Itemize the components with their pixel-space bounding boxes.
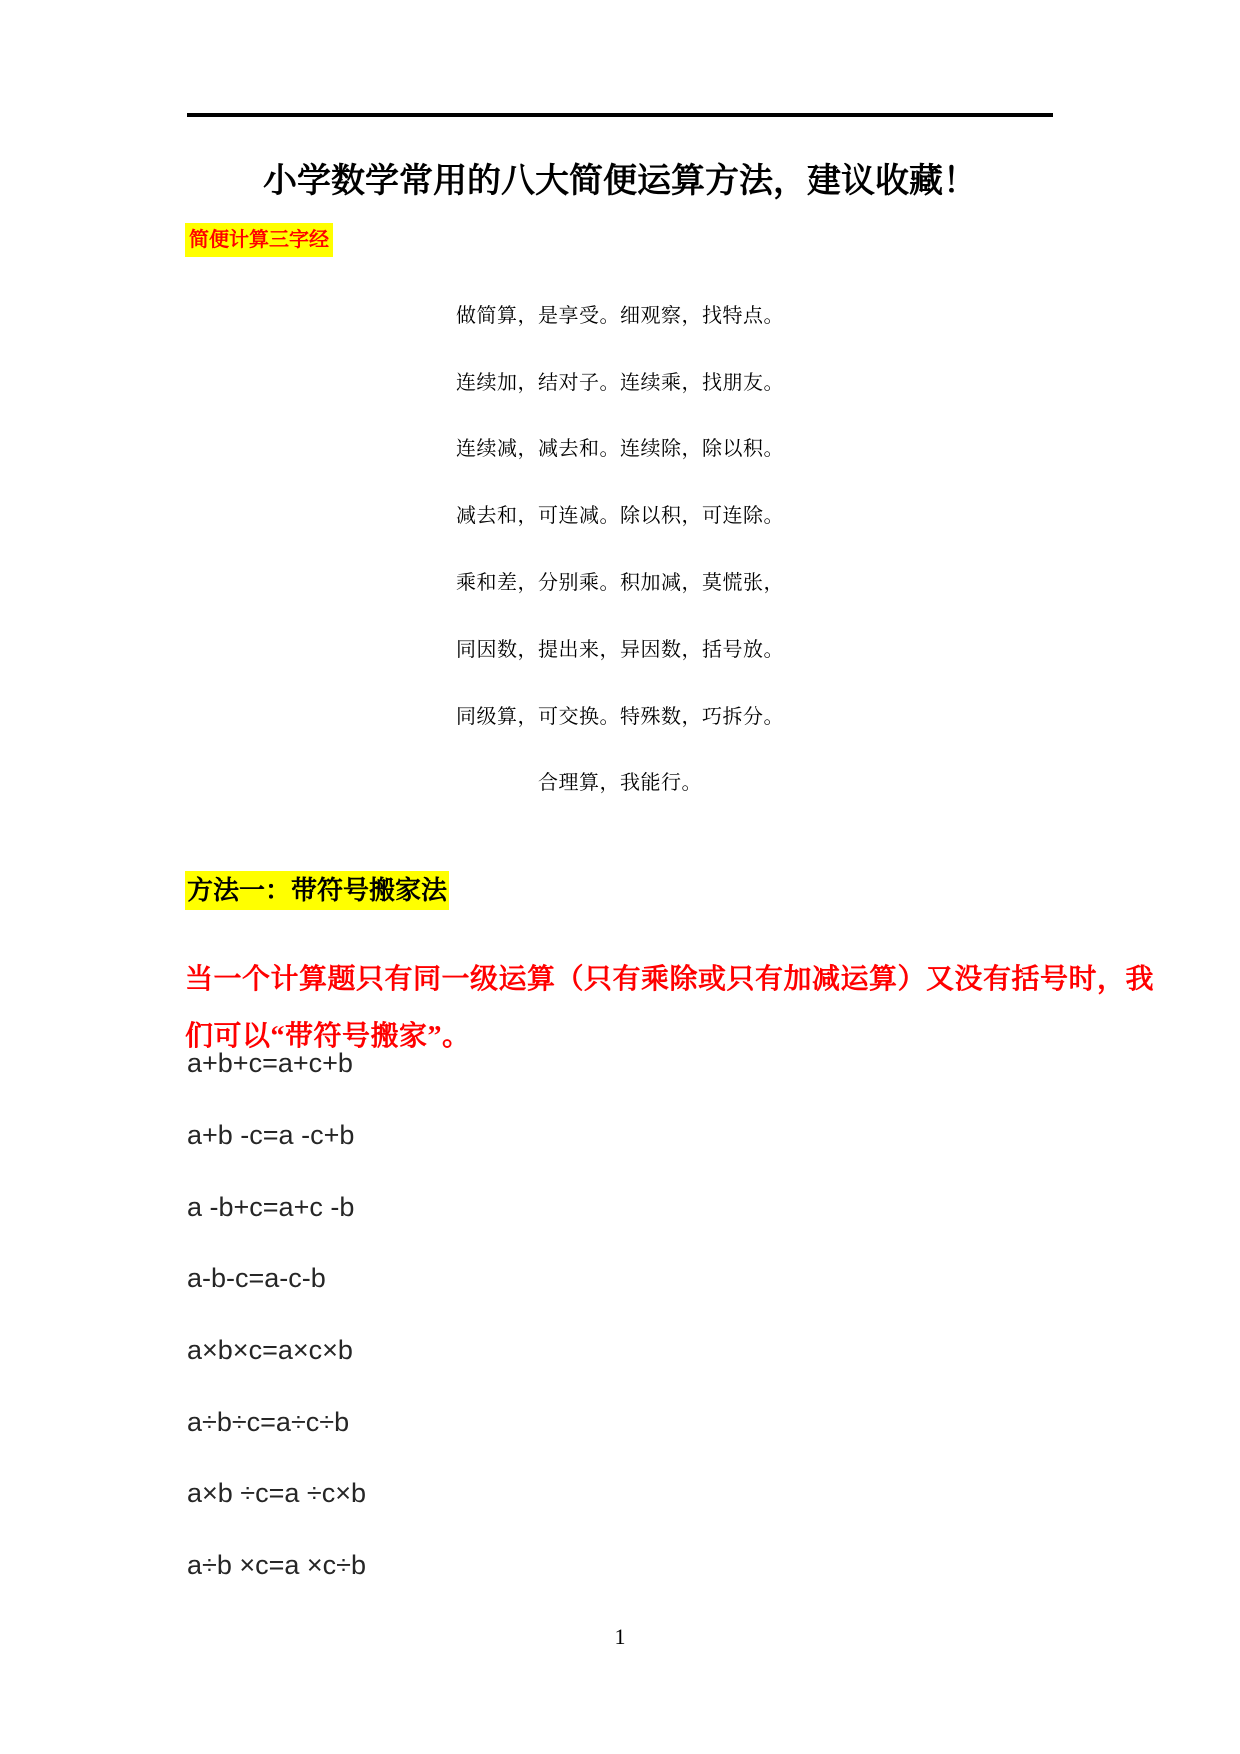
poem-line: 减去和，可连减。除以积，可连除。 [456,505,784,528]
rhyme-poem [0,280,1240,814]
formula-line: a+b+c=a+c+b [187,1048,353,1079]
method-one-intro-line: 当一个计算题只有同一级运算（只有乘除或只有加减运算）又没有括号时，我 [185,963,1155,995]
header-rule [187,113,1053,117]
poem-line: 乘和差，分别乘。积加减，莫慌张， [456,572,784,595]
document-title: 小学数学常用的八大简便运算方法，建议收藏！ [263,163,977,200]
rhyme-section-label: 简便计算三字经 [185,223,333,257]
poem-line: 同因数，提出来，异因数，括号放。 [456,638,784,661]
formula-line: a+b -c=a -c+b [187,1120,355,1151]
formula-line: a -b+c=a+c -b [187,1191,355,1222]
method-one-intro-line: 们可以“带符号搬家”。 [185,1021,471,1053]
poem-line: 连续加，结对子。连续乘，找朋友。 [456,371,784,394]
poem-line: 连续减，减去和。连续除，除以积。 [456,438,784,461]
formula-line: a×b ÷c=a ÷c×b [187,1478,367,1509]
poem-line: 做简算，是享受。细观察，找特点。 [456,304,784,327]
formula-line: a÷b÷c=a÷c÷b [187,1406,350,1437]
poem-line: 同级算，可交换。特殊数，巧拆分。 [456,705,784,728]
formula-line: a-b-c=a-c-b [187,1263,326,1294]
poem-line: 合理算，我能行。 [538,772,702,795]
formula-line: a÷b ×c=a ×c÷b [187,1550,367,1581]
page-number: 1 [614,1624,626,1649]
formula-line: a×b×c=a×c×b [187,1335,353,1366]
method-one-heading: 方法一：带符号搬家法 [185,871,449,910]
formula-list [187,1028,366,1602]
